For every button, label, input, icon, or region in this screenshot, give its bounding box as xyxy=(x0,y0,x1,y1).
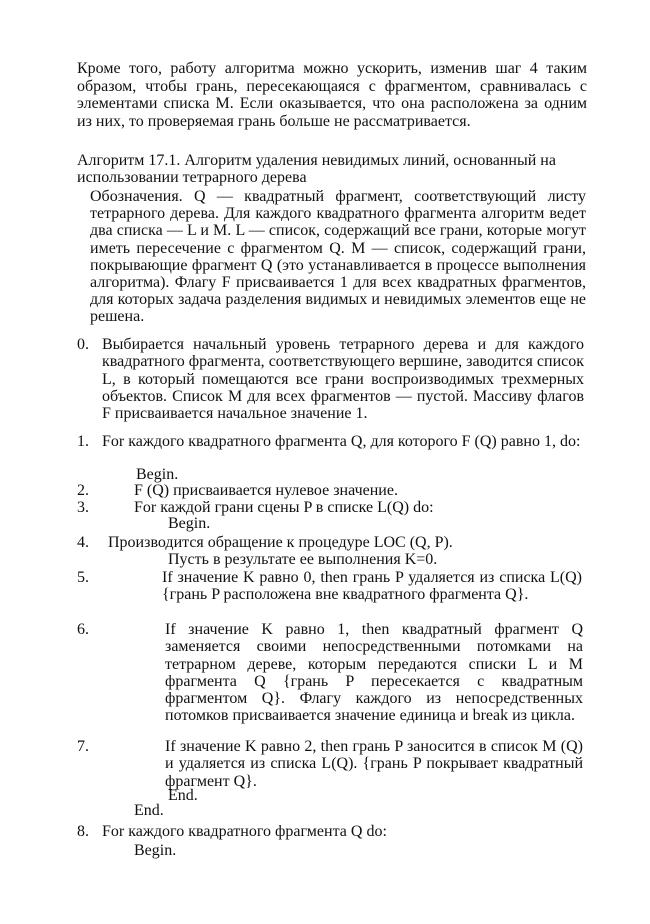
step-text: For каждого квадратного фрагмента Q, для которого F (Q) равно 1, do: xyxy=(102,433,581,450)
notation-paragraph: Обозначения. Q — квадратный фрагмент, соответствующий листу тетрарного дерева. Для каждого квадратного фрагмента алгоритм ведет два списка — L и M. L — список, содержащий все грани, которые могут иметь пересечение с фрагментом Q. M — список, содержащий грани, покрывающие фрагмент Q (это устанавливается в процессе выполнения алгоритма). Флагу F присваивается 1 для всех квадратных фрагментов, для которых задача разделения видимых и невидимых элементов еще не решена. xyxy=(90,188,586,326)
step-text: For каждой грани сцены P в списке L(Q) do: xyxy=(134,499,434,516)
step-number: 0. xyxy=(77,336,89,353)
begin-keyword: Begin. xyxy=(134,842,177,859)
end-keyword: End. xyxy=(168,787,198,804)
step-number: 5. xyxy=(77,569,89,586)
end-keyword: End. xyxy=(134,802,164,819)
step-number: 2. xyxy=(77,482,89,499)
step-text: Выбирается начальный уровень тетрарного дерева и для каждого квадратного фрагмента, соответствующего вершине, заводится список L, в который помещаются все грани воспроизводимых трехмерных объектов. Список M для всех фрагментов — пустой. Массиву флагов F присваивается начальное значение 1. xyxy=(102,336,584,423)
step-number: 3. xyxy=(77,499,89,516)
step-text: If значение K равно 1, then квадратный фрагмент Q заменяется своими непосредственными потомками на тетрарном дереве, которым передаются списки L и M фрагмента Q {грань P пересекается с квадратным фрагментом Q}. Флагу каждого из непосредственных потомков присваивается значение единица и break из цикла. xyxy=(165,621,583,725)
step-text: Производится обращение к процедуре LOC (Q, P). xyxy=(108,534,453,551)
step-text: For каждого квадратного фрагмента Q do: xyxy=(102,823,387,840)
step-4-continuation: Пусть в результате ее выполнения K=0. xyxy=(168,551,438,568)
intro-paragraph: Кроме того, работу алгоритма можно ускорить, изменив шаг 4 таким образом, чтобы грань, пересекающаяся с фрагментом, сравнивалась с элементами списка M. Если оказывается, что она расположена за одним из них, то проверяемая грань больше не рассматривается. xyxy=(77,60,587,130)
step-number: 4. xyxy=(77,534,89,551)
step-number: 7. xyxy=(77,738,89,755)
step-number: 6. xyxy=(77,621,89,638)
step-text: If значение K равно 0, then грань P удаляется из списка L(Q) {грань P расположена вне квадратного фрагмента Q}. xyxy=(162,569,582,604)
step-text: F (Q) присваивается нулевое значение. xyxy=(134,482,398,499)
step-text: If значение K равно 2, then грань P заносится в список M (Q) и удаляется из списка L(Q). {грань P покрывает квадратный фрагмент Q}. xyxy=(165,738,583,790)
step-number: 1. xyxy=(77,433,89,450)
begin-keyword: Begin. xyxy=(136,466,179,483)
begin-keyword: Begin. xyxy=(168,515,211,532)
algorithm-title: Алгоритм 17.1. Алгоритм удаления невидимых линий, основанный на использовании тетрарного дерева xyxy=(77,152,556,186)
step-number: 8. xyxy=(77,823,89,840)
